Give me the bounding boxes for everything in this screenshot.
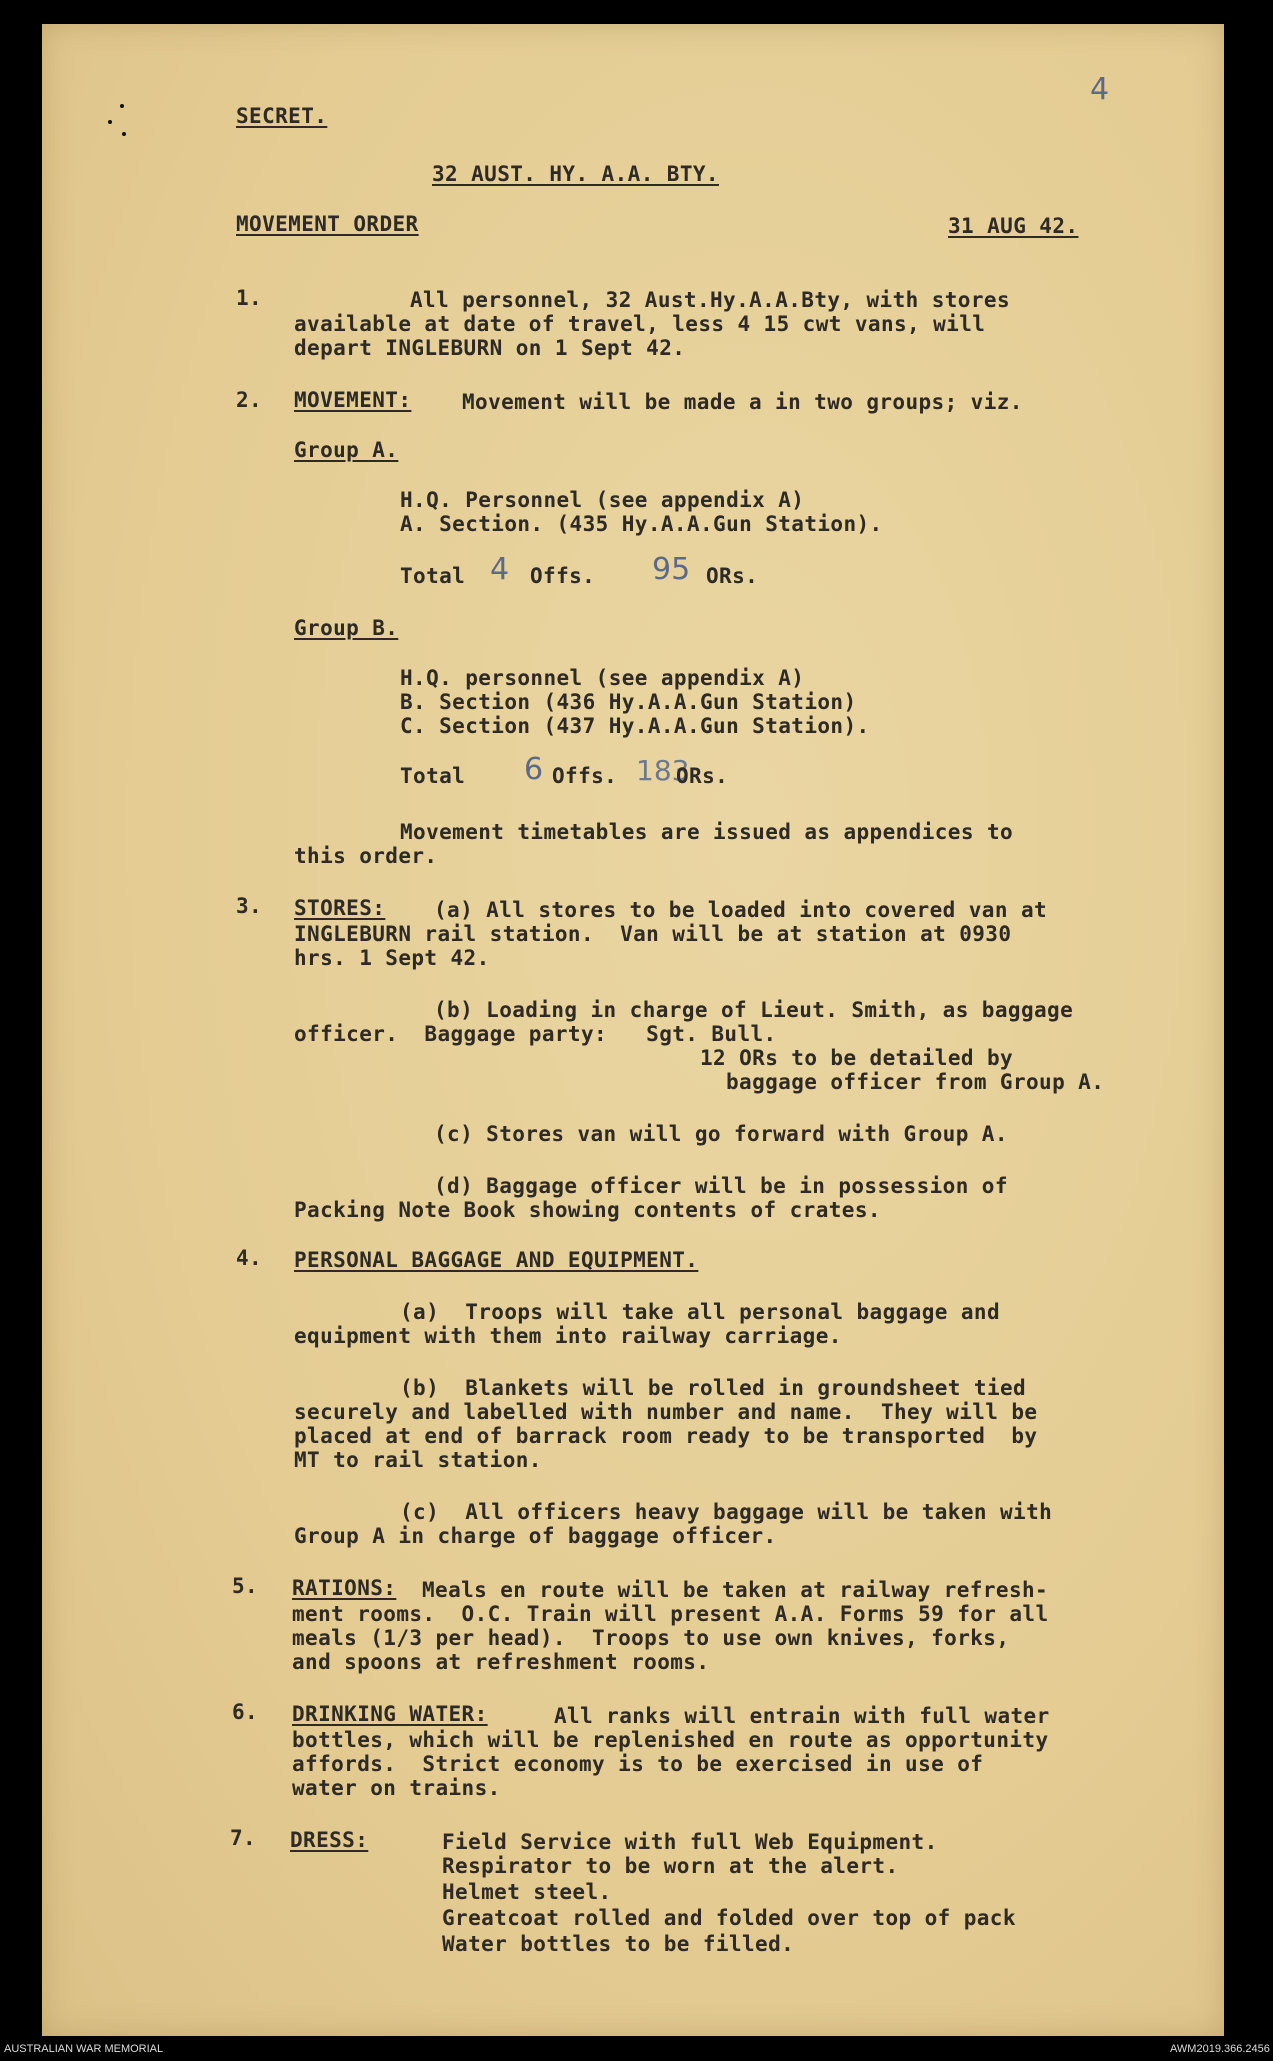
stores-line: hrs. 1 Sept 42. xyxy=(294,946,490,970)
stores-line: (b) Loading in charge of Lieut. Smith, as baggage xyxy=(434,998,1074,1022)
para-number: 2. xyxy=(236,388,263,412)
group-b-line: C. Section (437 Hy.A.A.Gun Station). xyxy=(400,714,870,738)
stores-line: INGLEBURN rail station. Van will be at station at 0930 xyxy=(294,922,1012,946)
baggage-line: MT to rail station. xyxy=(294,1448,542,1472)
rations-line: and spoons at refreshment rooms. xyxy=(292,1650,710,1674)
document-sheet xyxy=(42,24,1224,2036)
group-a-line: H.Q. Personnel (see appendix A) xyxy=(400,488,805,512)
dress-line: Greatcoat rolled and folded over top of pack xyxy=(442,1906,1016,1930)
para1-line: available at date of travel, less 4 15 cwt vans, will xyxy=(294,312,986,336)
group-b-offs-value: 6 xyxy=(524,752,544,787)
group-b-offs-label: Offs. xyxy=(552,764,618,788)
group-a-total-label: Total xyxy=(400,564,466,588)
para-number: 3. xyxy=(236,894,263,918)
baggage-line: placed at end of barrack room ready to be transported by xyxy=(294,1424,1038,1448)
para1-line: All personnel, 32 Aust.Hy.A.A.Bty, with stores xyxy=(410,288,1010,312)
stores-line: (d) Baggage officer will be in possession of xyxy=(434,1174,1008,1198)
rations-line: meals (1/3 per head). Troops to use own knives, forks, xyxy=(292,1626,1010,1650)
margin-mark xyxy=(108,120,112,124)
drinking-water-line: water on trains. xyxy=(292,1776,501,1800)
drinking-water-line: affords. Strict economy is to be exercised in use of xyxy=(292,1752,984,1776)
stores-heading: STORES: xyxy=(294,896,386,920)
stores-line: (c) Stores van will go forward with Group A. xyxy=(434,1122,1008,1146)
stores-line: officer. Baggage party: Sgt. Bull. xyxy=(294,1022,777,1046)
para-number: 1. xyxy=(236,286,263,310)
drinking-water-heading: DRINKING WATER: xyxy=(292,1702,488,1726)
rations-line: Meals en route will be taken at railway refresh- xyxy=(422,1578,1049,1602)
unit-title: 32 AUST. HY. A.A. BTY. xyxy=(432,162,719,186)
footer-accession: AWM2019.366.2456 xyxy=(1170,2043,1270,2055)
document-date: 31 AUG 42. xyxy=(948,214,1079,238)
page-number: 4 xyxy=(1090,72,1110,107)
stores-line: Packing Note Book showing contents of crates. xyxy=(294,1198,881,1222)
baggage-heading: PERSONAL BAGGAGE AND EQUIPMENT. xyxy=(294,1248,699,1272)
drinking-water-line: All ranks will entrain with full water xyxy=(554,1704,1050,1728)
movement-heading: MOVEMENT: xyxy=(294,388,412,412)
group-b-ors-label: ORs. xyxy=(676,764,729,788)
drinking-water-line: bottles, which will be replenished en route as opportunity xyxy=(292,1728,1049,1752)
margin-mark xyxy=(122,132,126,136)
group-a-label: Group A. xyxy=(294,438,399,462)
rations-heading: RATIONS: xyxy=(292,1576,397,1600)
group-a-ors-value: 95 xyxy=(652,552,691,587)
group-b-label: Group B. xyxy=(294,616,399,640)
group-b-total-label: Total xyxy=(400,764,466,788)
margin-mark xyxy=(120,104,124,108)
baggage-line: (b) Blankets will be rolled in groundsheet tied xyxy=(400,1376,1027,1400)
timetable-line: Movement timetables are issued as appendices to xyxy=(400,820,1014,844)
para-number: 7. xyxy=(230,1826,257,1850)
group-b-line: H.Q. personnel (see appendix A) xyxy=(400,666,805,690)
group-b-ors-value: 183 xyxy=(636,754,690,787)
baggage-line: (c) All officers heavy baggage will be taken with xyxy=(400,1500,1053,1524)
document-title: MOVEMENT ORDER xyxy=(236,212,419,236)
stores-line: baggage officer from Group A. xyxy=(726,1070,1105,1094)
group-a-offs-label: Offs. xyxy=(530,564,596,588)
para1-line: depart INGLEBURN on 1 Sept 42. xyxy=(294,336,686,360)
para-number: 6. xyxy=(232,1700,259,1724)
baggage-line: Group A in charge of baggage officer. xyxy=(294,1524,777,1548)
para-number: 5. xyxy=(232,1574,259,1598)
para-number: 4. xyxy=(236,1246,263,1270)
dress-line: Respirator to be worn at the alert. xyxy=(442,1854,899,1878)
stores-line: (a) All stores to be loaded into covered van at xyxy=(434,898,1048,922)
dress-heading: DRESS: xyxy=(290,1828,369,1852)
classification: SECRET. xyxy=(236,104,328,128)
movement-text: Movement will be made a in two groups; viz. xyxy=(462,390,1023,414)
group-a-line: A. Section. (435 Hy.A.A.Gun Station). xyxy=(400,512,883,536)
timetable-line: this order. xyxy=(294,844,438,868)
dress-line: Water bottles to be filled. xyxy=(442,1932,795,1956)
stores-line: 12 ORs to be detailed by xyxy=(700,1046,1014,1070)
group-a-ors-label: ORs. xyxy=(706,564,759,588)
footer-institution: AUSTRALIAN WAR MEMORIAL xyxy=(4,2043,164,2055)
group-a-offs-value: 4 xyxy=(490,552,510,587)
dress-line: Helmet steel. xyxy=(442,1880,612,1904)
baggage-line: equipment with them into railway carriage. xyxy=(294,1324,842,1348)
baggage-line: (a) Troops will take all personal baggage and xyxy=(400,1300,1000,1324)
group-b-line: B. Section (436 Hy.A.A.Gun Station) xyxy=(400,690,857,714)
dress-line: Field Service with full Web Equipment. xyxy=(442,1830,938,1854)
baggage-line: securely and labelled with number and name. They will be xyxy=(294,1400,1038,1424)
rations-line: ment rooms. O.C. Train will present A.A. Forms 59 for all xyxy=(292,1602,1049,1626)
